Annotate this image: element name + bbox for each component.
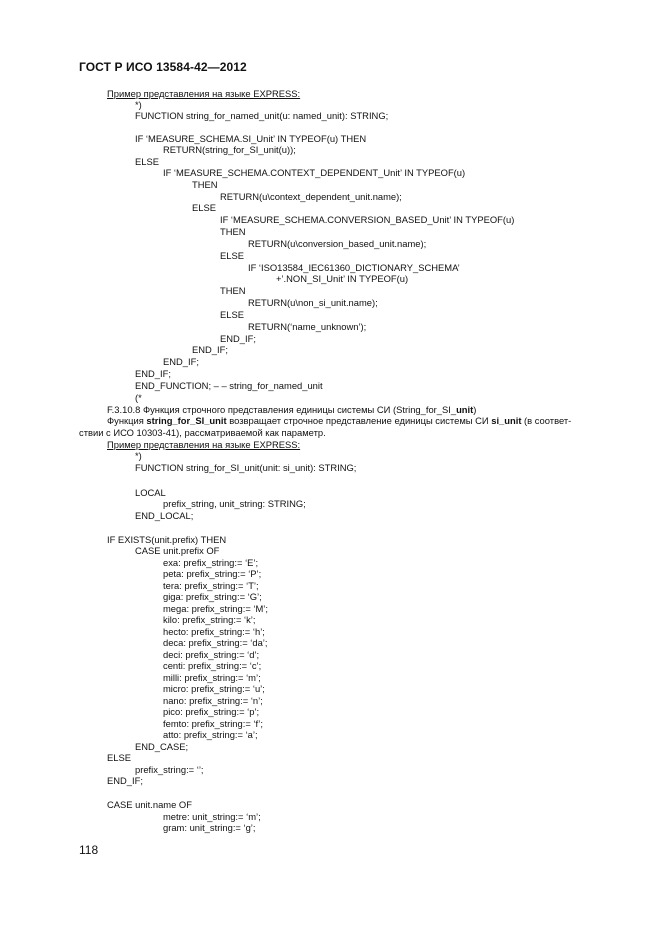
code-line: END_IF;	[220, 333, 256, 344]
code-line: metre: unit_string:= ‘m’;	[163, 811, 261, 822]
code-line: gram: unit_string:= ‘g’;	[163, 822, 256, 833]
code-line: IF ‘MEASURE_SCHEMA.SI_Unit’ IN TYPEOF(u) THEN	[135, 133, 367, 144]
code-line: RETURN(‘name_unknown’);	[248, 321, 367, 332]
code-line: pico: prefix_string:= ‘p’;	[163, 706, 260, 717]
code-line: centi: prefix_string:= ‘c’;	[163, 660, 262, 671]
code-line: CASE unit.name OF	[107, 799, 192, 810]
code-line: FUNCTION string_for_SI_unit(unit: si_unit): STRING;	[135, 462, 357, 473]
code-line: END_IF;	[135, 368, 171, 379]
code-line: giga: prefix_string:= ‘G’;	[163, 591, 262, 602]
code-line: micro: prefix_string:= ‘u’;	[163, 683, 265, 694]
code-line: END_IF;	[163, 356, 199, 367]
code-line: RETURN(string_for_SI_unit(u));	[163, 144, 296, 155]
code-line: mega: prefix_string:= ‘M’;	[163, 603, 268, 614]
example-caption: Пример представления на языке EXPRESS:	[107, 88, 301, 99]
code-line: kilo: prefix_string:= ‘k’;	[163, 614, 256, 625]
code-line: THEN	[192, 179, 218, 190]
code-line: ELSE	[107, 752, 131, 763]
section-description: Функция string_for_SI_unit возвращает строчное представление единицы системы СИ si_unit (в соответ-	[107, 415, 572, 426]
code-line: THEN	[220, 285, 246, 296]
code-line: (*	[135, 392, 142, 403]
code-line: IF ‘MEASURE_SCHEMA.CONVERSION_BASED_Unit’ IN TYPEOF(u)	[220, 214, 515, 225]
code-line: ELSE	[220, 309, 244, 320]
section-description-cont: ствии с ИСО 10303-41), рассматриваемой как параметр.	[79, 427, 326, 438]
document-header: ГОСТ Р ИСО 13584-42—2012	[79, 60, 247, 74]
code-line: ELSE	[220, 250, 244, 261]
code-line: FUNCTION string_for_named_unit(u: named_unit): STRING;	[135, 110, 389, 121]
code-line: prefix_string:= ‘’;	[135, 764, 204, 775]
code-line: deci: prefix_string:= ‘d’;	[163, 649, 260, 660]
code-line: RETURN(u\non_si_unit.name);	[248, 297, 378, 308]
code-line: femto: prefix_string:= ‘f’;	[163, 718, 263, 729]
code-line: atto: prefix_string:= ‘a’;	[163, 729, 258, 740]
code-line: *)	[135, 450, 142, 461]
code-line: IF ‘MEASURE_SCHEMA.CONTEXT_DEPENDENT_Unit’ IN TYPEOF(u)	[163, 167, 466, 178]
code-line: END_IF;	[107, 775, 143, 786]
code-line: LOCAL	[135, 487, 166, 498]
code-line: exa: prefix_string:= ‘E’;	[163, 557, 259, 568]
code-line: *)	[135, 99, 142, 110]
section-heading: F.3.10.8 Функция строчного представления единицы системы СИ (String_for_SI_unit)	[107, 404, 477, 415]
code-line: prefix_string, unit_string: STRING;	[163, 498, 306, 509]
code-line: deca: prefix_string:= ‘da’;	[163, 637, 268, 648]
page-number: 118	[79, 843, 99, 857]
code-line: RETURN(u\context_dependent_unit.name);	[220, 191, 402, 202]
code-line: tera: prefix_string:= ‘T’;	[163, 580, 259, 591]
code-line: END_IF;	[192, 344, 228, 355]
code-line: END_CASE;	[135, 741, 189, 752]
code-line: peta: prefix_string:= ‘P’;	[163, 568, 262, 579]
code-line: CASE unit.prefix OF	[135, 545, 220, 556]
code-line: milli: prefix_string:= ‘m’;	[163, 672, 261, 683]
code-line: THEN	[220, 226, 246, 237]
code-line: IF EXISTS(unit.prefix) THEN	[107, 534, 227, 545]
code-line: ELSE	[192, 202, 216, 213]
code-line: ELSE	[135, 156, 159, 167]
example-caption: Пример представления на языке EXPRESS:	[107, 439, 301, 450]
code-line: IF ‘ISO13584_IEC61360_DICTIONARY_SCHEMA’	[248, 262, 460, 273]
code-line: RETURN(u\conversion_based_unit.name);	[248, 238, 427, 249]
code-line: hecto: prefix_string:= ‘h’;	[163, 626, 265, 637]
code-line: nano: prefix_string:= ‘n’;	[163, 695, 263, 706]
code-line: END_LOCAL;	[135, 510, 194, 521]
code-line: END_FUNCTION; – – string_for_named_unit	[135, 380, 323, 391]
code-line: +’.NON_SI_Unit’ IN TYPEOF(u)	[276, 273, 409, 284]
